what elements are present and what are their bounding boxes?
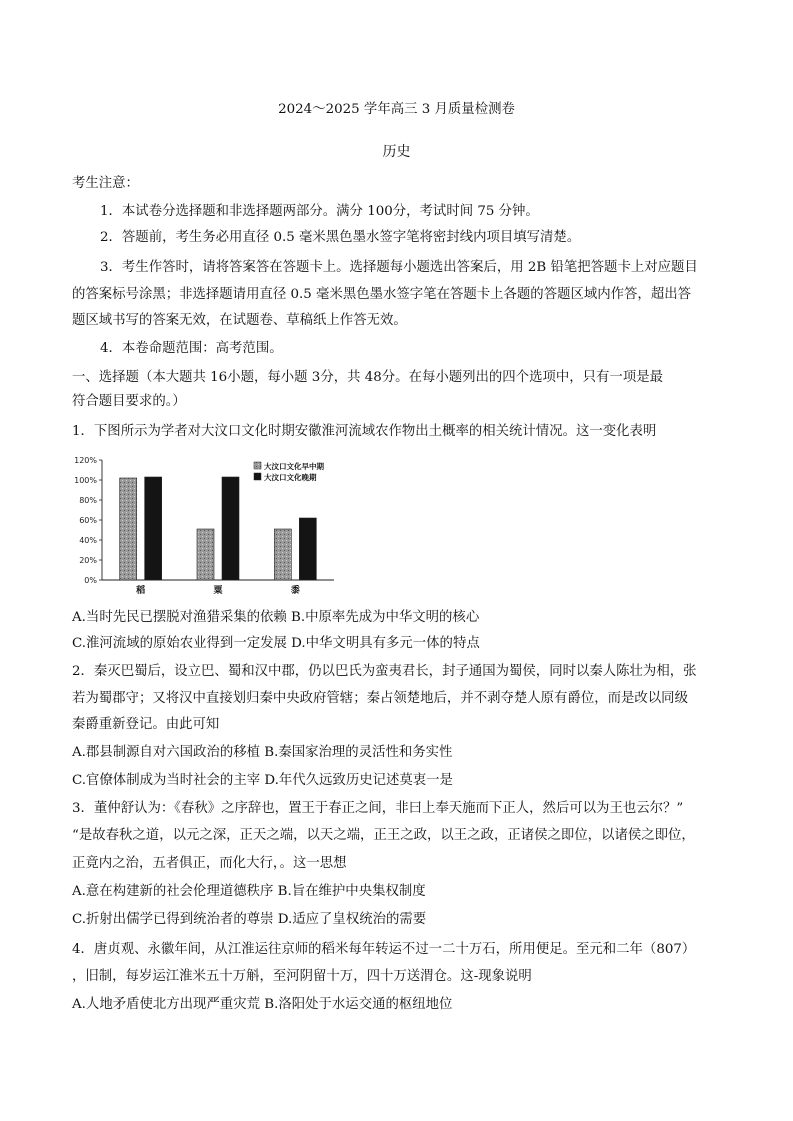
bar-early [197,529,214,580]
notice-item: 2．答题前，考生务必用直径 0.5 毫米黑色墨水签字笔将密封线内项目填写清楚。 [100,230,581,245]
option-line: C.折射出儒学已得到统治者的尊崇 D.适应了皇权统治的需要 [72,912,427,927]
legend-swatch-late [254,473,261,480]
y-tick-label: 80% [79,496,97,505]
notice-item: 3．考生作答时，请将答案答在答题卡上。选择题每小题选出答案后，用 2B 铅笔把答题卡上对应题目 [100,260,698,275]
question-stem: 2．秦灭巴蜀后，设立巴、蜀和汉中郡，仍以巴氏为蛮夷君长，封子通国为蜀侯，同时以秦人陈壮为相，张 [72,664,697,679]
question-stem: 3．董仲舒认为：《春秋》之序辞也，置王于春正之间，非曰上奉天施而下正人，然后可以为王也云尔？” [72,801,684,816]
x-category-label: 粟 [213,586,223,596]
bar-early [120,478,137,580]
bar-chart-svg [68,450,348,598]
notice-item: 1．本试卷分选择题和非选择题两部分。满分 100分，考试时间 75 分钟。 [100,204,539,219]
option-line: C.淮河流域的原始农业得到一定发展 D.中华文明具有多元一体的特点 [72,636,480,651]
option-line: C.官僚体制成为当时社会的主宰 D.年代久远致历史记述莫衷一是 [72,773,453,788]
x-category-label: 黍 [290,586,300,596]
question-stem: 正竟内之治，五者俱正，而化大行，。这一思想 [72,856,347,871]
legend-swatch-early [254,462,261,469]
option-line: A.意在构建新的社会伦理道德秩序 B.旨在维护中央集权制度 [72,884,426,899]
question-stem: ，旧制，每岁运江淮米五十万斛，至河阴留十万，四十万送渭仓。这-现象说明 [72,969,532,984]
legend-label: 大汶口文化晚期 [264,473,317,482]
section-heading: 符合题目要求的。） [72,394,186,409]
question-stem: 秦爵重新登记。由此可知 [72,717,220,732]
y-tick-label: 40% [79,536,97,545]
question-stem: 1．下图所示为学者对大汶口文化时期安徽淮河流域农作物出土概率的相关统计情况。这一变化表明 [72,424,657,439]
section-heading: 一、选择题（本大题共 16小题，每小题 3分，共 48分。在每小题列出的四个选项中，只有一项是最 [72,370,663,385]
question-stem: 若为蜀郡守；又将汉中直接划归秦中央政府管辖；秦占领楚地后，并不剥夺楚人原有爵位，而是改以同级 [72,691,688,706]
y-tick-label: 20% [79,556,97,565]
notice-item: 题区域书写的答案无效，在试题卷、草稿纸上作答无效。 [72,313,407,328]
notice-heading: 考生注意： [72,176,139,191]
option-line: A.当时先民已摆脱对渔猎采集的依赖 B.中原率先成为中华文明的核心 [72,610,480,625]
bar-late [299,518,316,580]
question-stem: 4．唐贞观、永徽年间，从江淮运往京师的稻米每年转运不过一二十万石，所用便足。至元和二年（807） [72,942,696,957]
bar-late [145,477,162,580]
y-tick-label: 120% [74,456,97,465]
question-stem: “是故春秋之道，以元之深，正天之端，以天之端，正王之政，以王之政，正诸侯之即位，以诸侯之即位， [72,828,695,843]
y-tick-label: 0% [84,576,97,585]
exam-title: 2024～2025 学年高三 3 月质量检测卷 [278,102,515,117]
option-line: A.人地矛盾使北方出现严重灾荒 B.洛阳处于水运交通的枢纽地位 [72,997,453,1012]
crop-probability-chart [68,450,348,598]
notice-item: 的答案标号涂黑；非选择题请用直径 0.5 毫米黑色墨水签字笔在答题卡上各题的答题区域内作答，超出答 [72,287,691,302]
option-line: A.郡县制源自对六国政治的移植 B.秦国家治理的灵活性和务实性 [72,745,453,760]
x-category-label: 稻 [136,586,146,596]
y-tick-label: 60% [79,516,97,525]
y-tick-label: 100% [74,476,97,485]
notice-item: 4．本卷命题范围：高考范围。 [100,341,283,356]
bar-late [222,477,239,580]
subject-title: 历史 [382,144,411,160]
legend-label: 大汶口文化早中期 [264,462,324,471]
bar-early [274,529,291,580]
